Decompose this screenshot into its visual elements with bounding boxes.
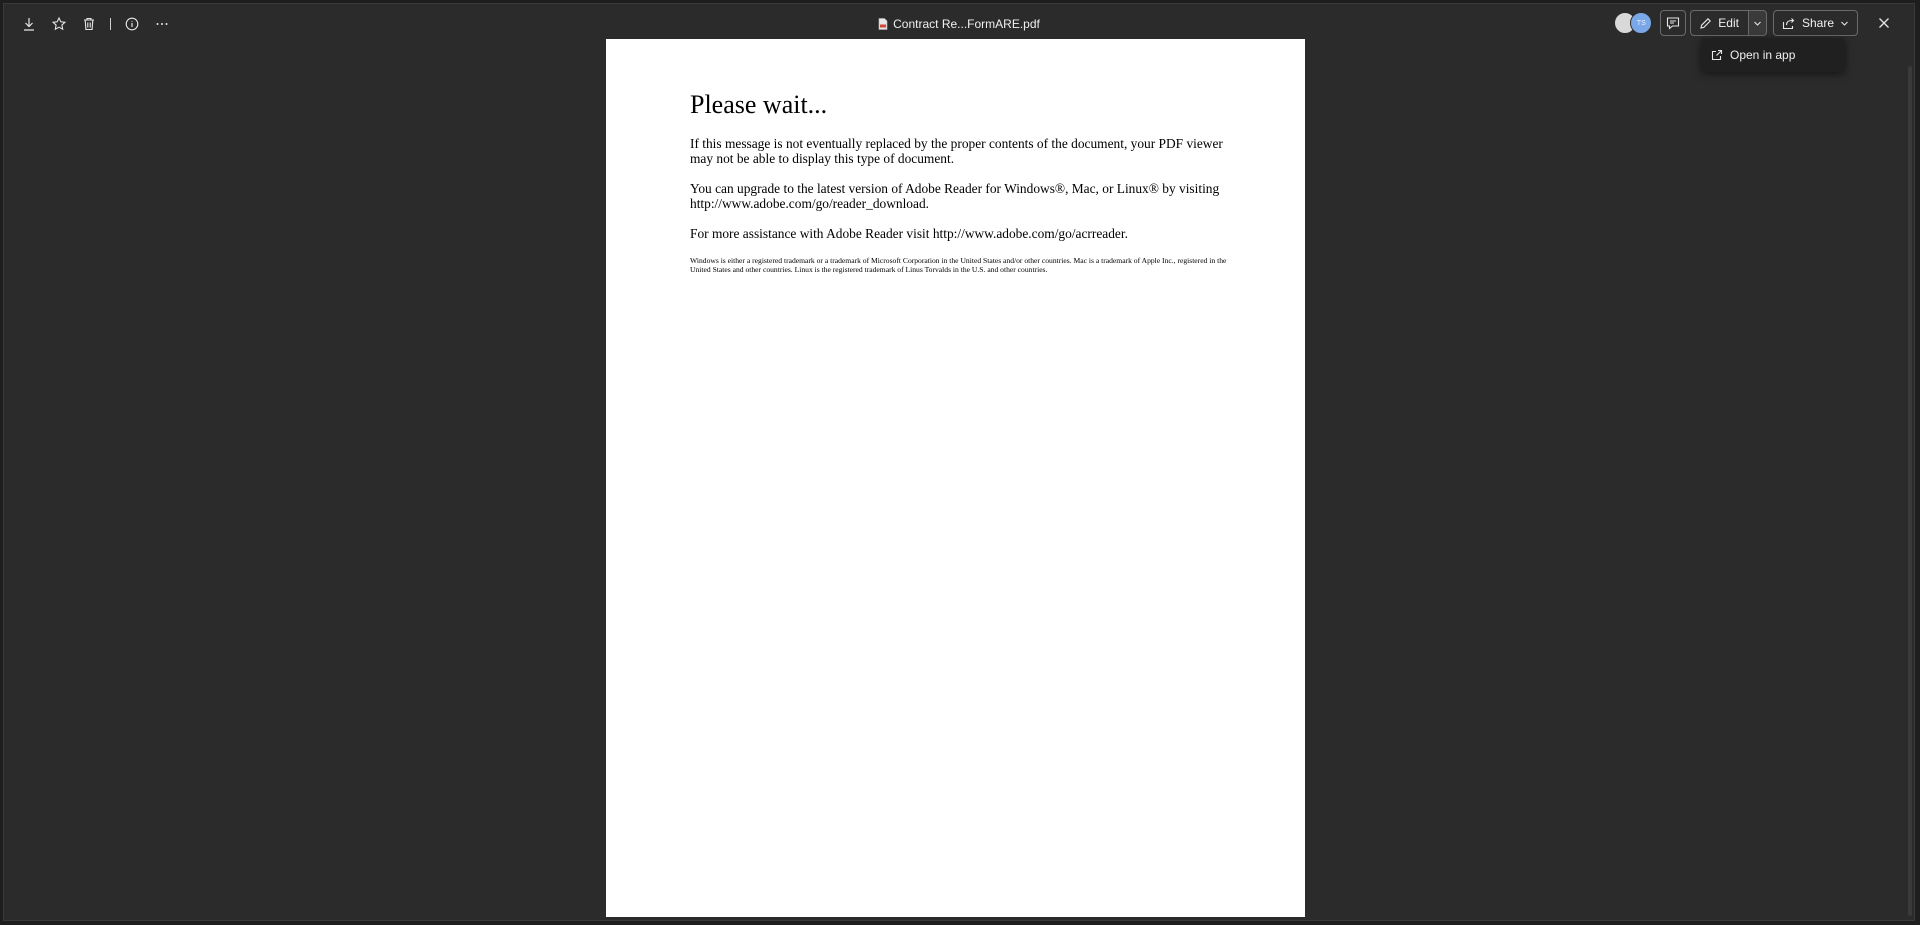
trademark-fine-print: Windows is either a registered trademark or a trademark of Microsoft Corporation in the United States and/or other countries. Mac is a trademark of Apple Inc., registered in the United States and other countries. Linux is the registered trademark of Linus Torvalds in the U.S. and other countries. bbox=[690, 255, 1227, 275]
avatar[interactable] bbox=[1630, 12, 1652, 34]
page-heading: Please wait... bbox=[690, 90, 828, 119]
pencil-icon bbox=[1699, 17, 1712, 30]
scrollbar[interactable] bbox=[1908, 66, 1912, 916]
collaborator-avatars[interactable] bbox=[1614, 12, 1652, 34]
share-button[interactable] bbox=[1773, 10, 1858, 36]
pdf-page bbox=[606, 39, 1305, 917]
edit-options-button[interactable] bbox=[1749, 10, 1767, 36]
file-name: Contract Re...FormARE.pdf bbox=[893, 17, 1040, 31]
edit-button[interactable] bbox=[1690, 10, 1749, 36]
comment-icon bbox=[1666, 16, 1680, 30]
open-in-app-label: Open in app bbox=[1730, 48, 1796, 62]
share-icon bbox=[1782, 17, 1796, 30]
toolbar-right-actions bbox=[1614, 10, 1896, 36]
chevron-down-icon bbox=[1753, 19, 1762, 28]
open-in-app-menu-item[interactable] bbox=[1701, 38, 1845, 72]
chevron-down-icon bbox=[1840, 19, 1849, 28]
page-content bbox=[690, 91, 1230, 275]
close-icon bbox=[1878, 17, 1890, 29]
comment-button[interactable] bbox=[1660, 10, 1686, 36]
toolbar bbox=[4, 4, 1914, 44]
external-link-icon bbox=[1711, 49, 1723, 61]
close-button[interactable] bbox=[1872, 11, 1896, 35]
assistance-paragraph: For more assistance with Adobe Reader visit http://www.adobe.com/go/acrreader. bbox=[690, 225, 1128, 241]
edit-label: Edit bbox=[1718, 16, 1739, 30]
share-label: Share bbox=[1801, 16, 1834, 30]
pdf-file-icon bbox=[878, 18, 888, 30]
upgrade-paragraph: You can upgrade to the latest version of Adobe Reader for Windows®, Mac, or Linux® by visiting http://www.adobe.com/go/reader_download. bbox=[690, 180, 1220, 211]
pdf-viewer bbox=[3, 3, 1915, 921]
avatar-initials: TS bbox=[1636, 19, 1646, 27]
message-paragraph: If this message is not eventually replaced by the proper contents of the document, your PDF viewer may not be able to display this type of document. bbox=[690, 135, 1223, 166]
